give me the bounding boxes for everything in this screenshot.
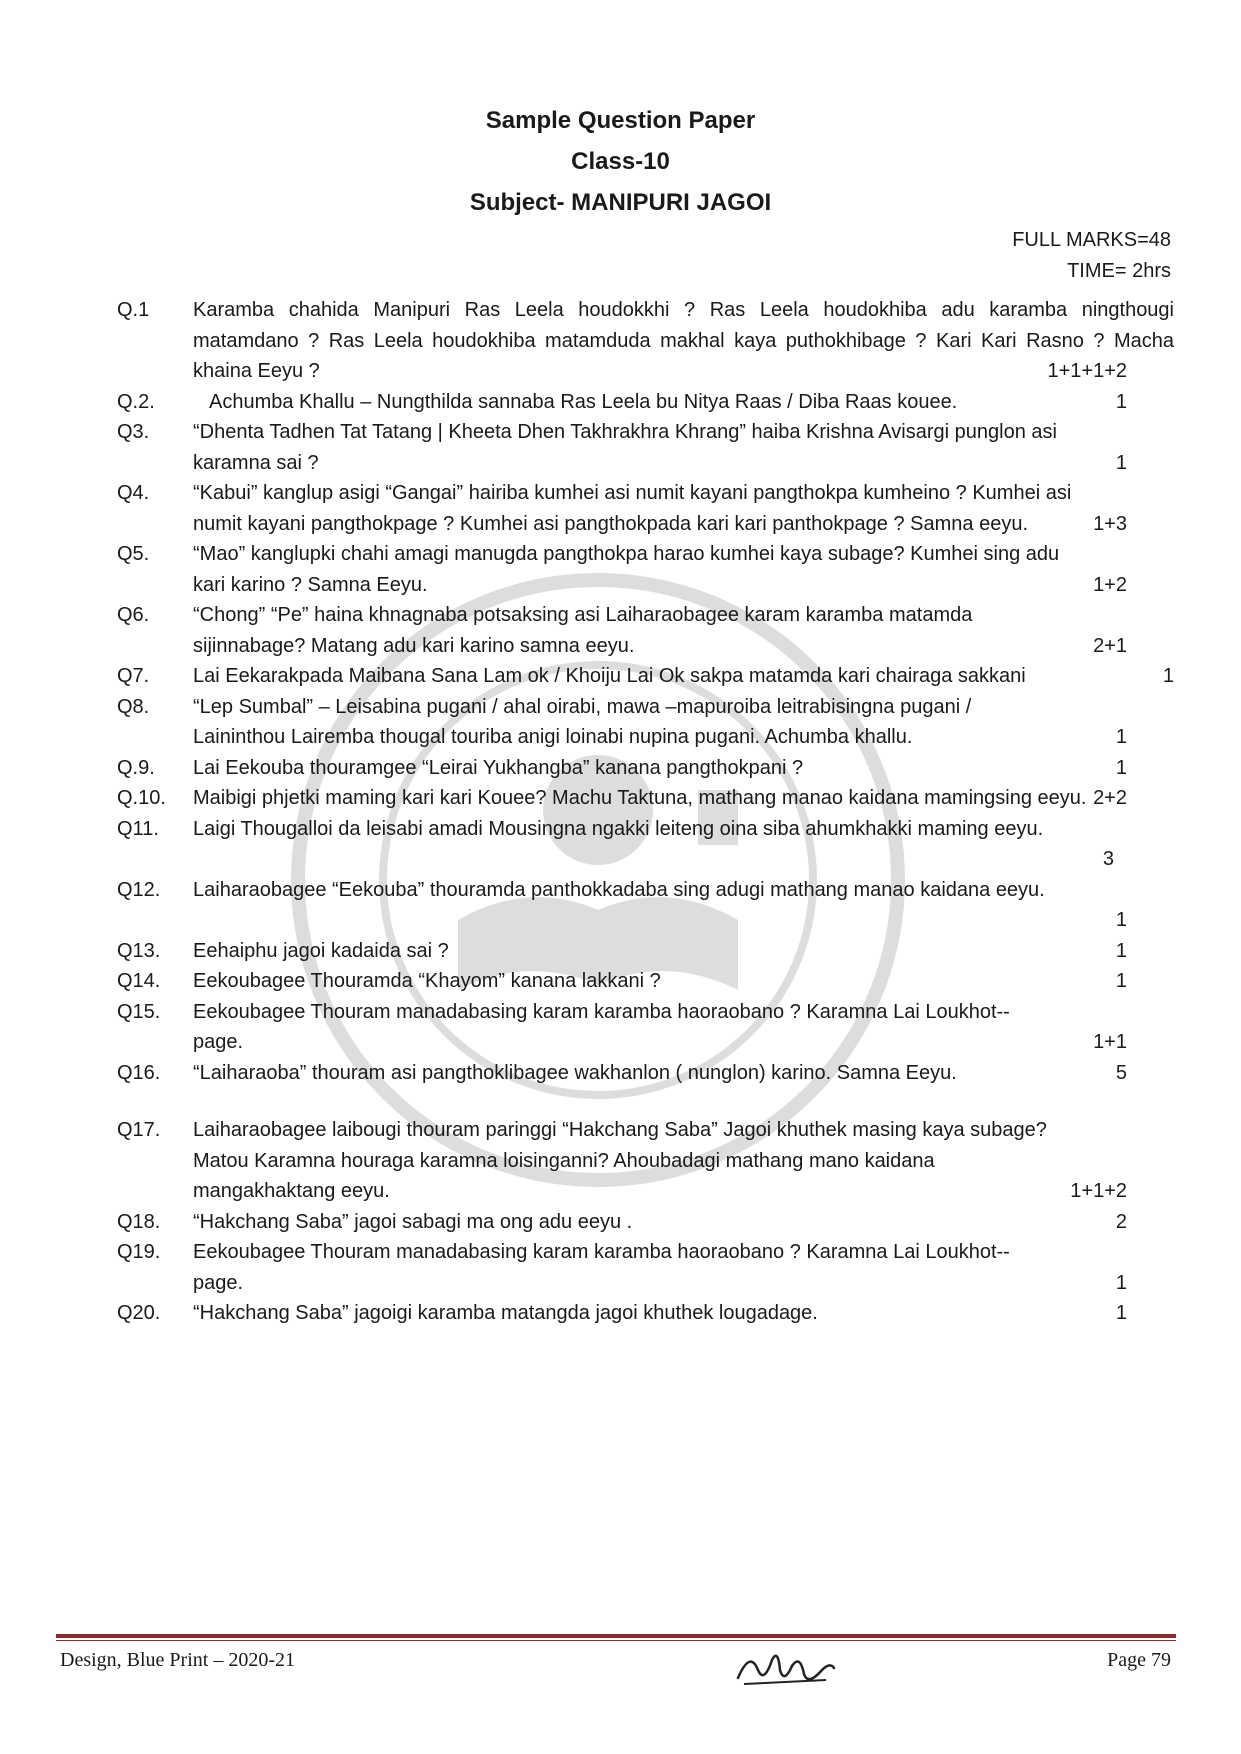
question-item (117, 692, 1174, 753)
question-item (117, 1058, 1174, 1089)
question-item (117, 1207, 1174, 1238)
question-marks: 2 (1115, 1210, 1127, 1233)
question-text: Maibigi phjetki maming kari kari Kouee? Machu Taktuna, mathang manao kaidana mamingsing eeyu. (193, 787, 1087, 809)
question-number: Q3. (117, 421, 150, 443)
question-text: Eekoubagee Thouram manadabasing karam karamba haoraobano ? Karamna Lai Loukhot-- page. (193, 1000, 1010, 1053)
page-number: Page 79 (1107, 1649, 1171, 1671)
question-number: Q14. (117, 970, 161, 992)
question-marks: 1+1 (1093, 1031, 1127, 1053)
time-allowed: TIME= 2hrs (1067, 260, 1171, 282)
question-marks: 5 (1115, 1061, 1127, 1084)
question-number: Q.2. (117, 390, 155, 413)
question-text: Lai Eekouba thouramgee “Leirai Yukhangba” kanana pangthokpani ? (193, 756, 804, 779)
question-item (117, 997, 1174, 1058)
subject-label: Subject- MANIPURI JAGOI (469, 189, 772, 216)
question-marks: 2+1 (1093, 634, 1127, 657)
question-item (117, 875, 1174, 936)
question-number: Q5. (117, 543, 150, 565)
question-marks: 1 (1115, 756, 1127, 779)
question-text: “Chong” “Pe” haina khnagnaba potsaksing asi Laiharaobagee karam karamba matamda sijinnabage? Matang adu kari karino samna eeyu. (193, 604, 973, 657)
question-marks: 1+1+2 (1070, 1180, 1127, 1202)
class-label: Class-10 (571, 148, 670, 175)
question-marks: 1 (1115, 939, 1127, 962)
footer-document-title: Design, Blue Print – 2020-21 (60, 1649, 295, 1671)
question-marks: 1 (1115, 726, 1127, 748)
question-text: “Dhenta Tadhen Tat Tatang | Kheeta Dhen Takhrakhra Khrang” haiba Krishna Avisargi punglon asi karamna sai ? (193, 421, 1057, 474)
full-marks: FULL MARKS=48 (1012, 229, 1171, 251)
question-number: Q19. (117, 1241, 161, 1263)
question-text: Laiharaobagee “Eekouba” thouramda panthokkadaba sing adugi mathang manao kaidana eeyu. (193, 878, 1045, 901)
question-number: Q7. (117, 665, 150, 687)
question-text: Eekoubagee Thouramda “Khayom” kanana lakkani ? (193, 970, 661, 992)
question-list (117, 295, 1174, 1329)
signature-mark (730, 1640, 840, 1692)
question-number: Q6. (117, 604, 150, 626)
marks-time-block (1012, 225, 1171, 287)
question-item (117, 478, 1174, 539)
question-text: “Hakchang Saba” jagoigi karamba matangda jagoi khuthek lougadage. (193, 1302, 818, 1324)
footer-divider-thin (56, 1640, 1176, 1641)
question-number: Q.1 (117, 299, 150, 321)
question-item (117, 1115, 1174, 1207)
paper-title: Sample Question Paper (485, 107, 756, 134)
question-marks: 1 (1115, 1302, 1127, 1324)
footer-divider (56, 1634, 1176, 1638)
question-item (117, 387, 1174, 418)
question-marks: 1 (1162, 665, 1174, 687)
question-item (117, 295, 1174, 387)
question-item (117, 814, 1174, 875)
question-text: “Hakchang Saba” jagoi sabagi ma ong adu eeyu . (193, 1210, 633, 1233)
question-item (117, 539, 1174, 600)
question-item (117, 966, 1174, 997)
question-text: Achumba Khallu – Nungthilda sannaba Ras Leela bu Nitya Raas / Diba Raas kouee. (209, 390, 958, 413)
question-number: Q17. (117, 1119, 161, 1141)
question-marks: 1+1+1+2 (1047, 360, 1127, 382)
question-number: Q11. (117, 817, 159, 840)
question-item (117, 1237, 1174, 1298)
question-text: Eehaiphu jagoi kadaida sai ? (193, 939, 449, 962)
question-marks: 1 (1115, 390, 1127, 413)
question-item (117, 1298, 1174, 1329)
question-item (117, 936, 1174, 967)
question-number: Q13. (117, 939, 161, 962)
question-marks: 1+2 (1093, 573, 1127, 596)
question-text: Laigi Thougalloi da leisabi amadi Mousingna ngakki leiteng oina siba ahumkhakki maming eeyu. (193, 817, 1044, 840)
question-item (117, 661, 1174, 692)
question-text: Lai Eekarakpada Maibana Sana Lam ok / Khoiju Lai Ok sakpa matamda kari chairaga sakkani (193, 665, 1026, 687)
question-text: “Lep Sumbal” – Leisabina pugani / ahal oirabi, mawa –mapuroiba leitrabisingna pugani / Laininthou Lairemba thougal touriba anigi loinabi nupina pugani. Achumba khallu. (193, 695, 972, 748)
question-marks: 3 (1102, 848, 1114, 870)
question-number: Q.9. (117, 756, 155, 779)
question-marks: 2+2 (1093, 787, 1127, 809)
question-text: Eekoubagee Thouram manadabasing karam karamba haoraobano ? Karamna Lai Loukhot-- page. (193, 1241, 1010, 1294)
question-number: Q15. (117, 1000, 161, 1023)
question-text: “Laiharaoba” thouram asi pangthoklibagee wakhanlon ( nunglon) karino. Samna Eeyu. (193, 1061, 957, 1084)
question-text: Karamba chahida Manipuri Ras Leela houdokkhi ? Ras Leela houdokhiba adu karamba ningthougi matamdano ? Ras Leela houdokhiba matamduda makhal kaya puthokhibage ? Kari Kari Rasno ? Macha khaina Eeyu ? (193, 299, 1174, 382)
question-marks: 1+3 (1093, 512, 1127, 535)
question-number: Q12. (117, 878, 161, 901)
question-text: “Kabui” kanglup asigi “Gangai” hairiba kumhei asi numit kayani pangthokpa kumheino ? Kumhei asi numit kayani pangthokpage ? Kumhei asi pangthokpada kari kari panthokpage ? Samna eeyu. (193, 482, 1072, 535)
question-item (117, 753, 1174, 784)
spacer (117, 1088, 1174, 1115)
question-number: Q4. (117, 482, 150, 504)
question-item (117, 600, 1174, 661)
question-marks: 1 (1115, 909, 1127, 931)
title-block (0, 100, 1241, 223)
question-number: Q16. (117, 1061, 161, 1084)
question-marks: 1 (1115, 970, 1127, 992)
question-number: Q8. (117, 695, 150, 718)
question-text: “Mao” kanglupki chahi amagi manugda pangthokpa harao kumhei kaya subage? Kumhei sing adu kari karino ? Samna Eeyu. (193, 543, 1060, 596)
question-text: Laiharaobagee laibougi thouram paringgi “Hakchang Saba” Jagoi khuthek masing kaya subage? Matou Karamna houraga karamna loisinganni? Ahoubadagi mathang mano kaidana mangakhaktang eeyu. (193, 1119, 1047, 1202)
question-number: Q.10. (117, 787, 166, 809)
question-item (117, 783, 1174, 814)
question-marks: 1 (1115, 451, 1127, 474)
question-number: Q18. (117, 1210, 161, 1233)
question-item (117, 417, 1174, 478)
question-marks: 1 (1115, 1271, 1127, 1294)
question-number: Q20. (117, 1302, 161, 1324)
